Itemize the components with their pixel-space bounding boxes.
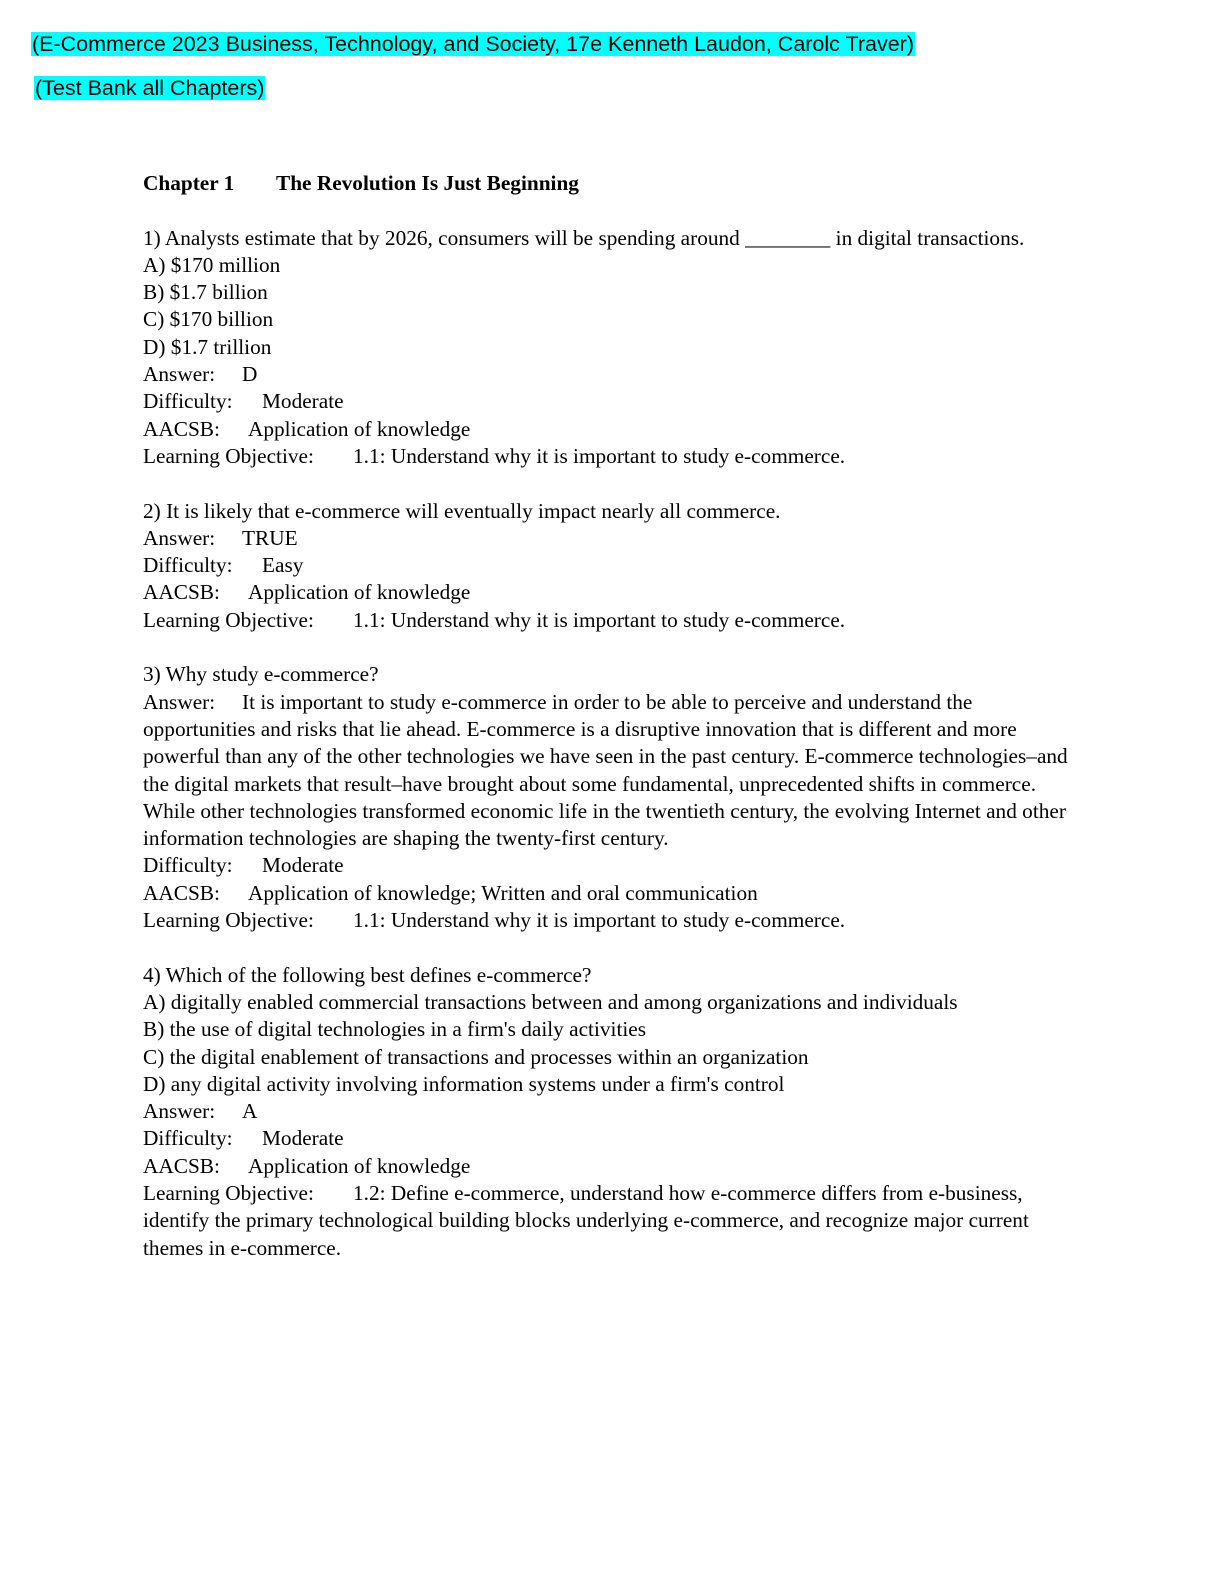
- learning-objective-row: [143, 607, 1083, 634]
- difficulty-label: Difficulty:: [143, 853, 233, 878]
- answer-row: [143, 1098, 1083, 1125]
- option-c: C) the digital enablement of transactions and processes within an organization: [143, 1044, 809, 1069]
- answer-value: It is important to study e-commerce in order to be able to perceive and understand the opportunities and risks that lie ahead. E-commerce is a disruptive innovation that is different and more powerful than any of the other technologies we have seen in the past century. E-commerce technologies–and the digital markets that result–have brought about some fundamental, unprecedented shifts in commerce. While other technologies transformed economic life in the twentieth century, the evolving Internet and other information technologies are shaping the twenty-first century.: [143, 689, 1068, 851]
- aacsb-value: Application of knowledge: [248, 416, 471, 441]
- difficulty-row: [143, 1125, 1083, 1152]
- chapter-heading: [143, 170, 1083, 197]
- question-stem: 2) It is likely that e-commerce will eventually impact nearly all commerce.: [143, 498, 781, 523]
- option-b: B) the use of digital technologies in a firm's daily activities: [143, 1017, 647, 1042]
- learning-objective-value: 1.1: Understand why it is important to study e-commerce.: [353, 607, 846, 632]
- option-b: B) $1.7 billion: [143, 280, 268, 305]
- aacsb-label: AACSB:: [143, 880, 220, 905]
- learning-objective-row: [143, 1180, 1083, 1262]
- learning-objective-value: 1.1: Understand why it is important to study e-commerce.: [353, 443, 846, 468]
- answer-value: TRUE: [242, 525, 298, 550]
- document-header-subtitle: [34, 74, 265, 102]
- difficulty-value: Easy: [262, 553, 304, 578]
- header-subtitle-text: (Test Bank all Chapters): [35, 76, 265, 100]
- learning-objective-value: 1.2: Define e-commerce, understand how e-commerce differs from e-business, identify the primary technological building blocks underlying e-commerce, and recognize major current themes in e-commerce.: [143, 1180, 1029, 1260]
- aacsb-label: AACSB:: [143, 416, 220, 441]
- option-a: A) $170 million: [143, 252, 281, 277]
- aacsb-row: [143, 880, 1083, 907]
- learning-objective-row: [143, 907, 1083, 934]
- aacsb-label: AACSB:: [143, 1153, 220, 1178]
- aacsb-row: [143, 579, 1083, 606]
- aacsb-label: AACSB:: [143, 580, 220, 605]
- answer-label: Answer:: [143, 525, 216, 550]
- option-a: A) digitally enabled commercial transactions between and among organizations and individuals: [143, 989, 958, 1014]
- question-4: [143, 962, 1083, 1262]
- difficulty-row: [143, 852, 1083, 879]
- page-content: [143, 170, 1083, 1289]
- answer-value: D: [242, 362, 258, 387]
- option-d: D) any digital activity involving information systems under a firm's control: [143, 1071, 785, 1096]
- difficulty-value: Moderate: [262, 389, 344, 414]
- difficulty-label: Difficulty:: [143, 1126, 233, 1151]
- chapter-title: The Revolution Is Just Beginning: [276, 171, 579, 195]
- answer-label: Answer:: [143, 689, 216, 714]
- question-stem: 3) Why study e-commerce?: [143, 662, 379, 687]
- answer-label: Answer:: [143, 362, 216, 387]
- aacsb-value: Application of knowledge; Written and oral communication: [248, 880, 758, 905]
- option-c: C) $170 billion: [143, 307, 274, 332]
- question-stem: 1) Analysts estimate that by 2026, consumers will be spending around ________ in digital transactions.: [143, 225, 1025, 250]
- learning-objective-value: 1.1: Understand why it is important to study e-commerce.: [353, 908, 846, 933]
- difficulty-value: Moderate: [262, 853, 344, 878]
- option-d: D) $1.7 trillion: [143, 334, 272, 359]
- answer-row: [143, 525, 1083, 552]
- answer-value: A: [242, 1099, 258, 1124]
- chapter-number: Chapter 1: [143, 171, 235, 195]
- learning-objective-label: Learning Objective:: [143, 1180, 314, 1205]
- aacsb-value: Application of knowledge: [248, 1153, 471, 1178]
- question-2: [143, 498, 1083, 634]
- difficulty-value: Moderate: [262, 1126, 344, 1151]
- answer-row: [143, 689, 1083, 853]
- header-title-text: (E-Commerce 2023 Business, Technology, and Society, 17e Kenneth Laudon, Carolc Traver): [32, 32, 914, 56]
- aacsb-row: [143, 1153, 1083, 1180]
- learning-objective-label: Learning Objective:: [143, 908, 314, 933]
- answer-label: Answer:: [143, 1099, 216, 1124]
- question-stem: 4) Which of the following best defines e-commerce?: [143, 962, 592, 987]
- difficulty-row: [143, 388, 1083, 415]
- difficulty-row: [143, 552, 1083, 579]
- answer-row: [143, 361, 1083, 388]
- aacsb-row: [143, 416, 1083, 443]
- learning-objective-label: Learning Objective:: [143, 607, 314, 632]
- learning-objective-row: [143, 443, 1083, 470]
- learning-objective-label: Learning Objective:: [143, 443, 314, 468]
- difficulty-label: Difficulty:: [143, 389, 233, 414]
- document-header-title: [31, 30, 915, 58]
- question-3: [143, 661, 1083, 934]
- difficulty-label: Difficulty:: [143, 553, 233, 578]
- question-1: [143, 225, 1083, 471]
- aacsb-value: Application of knowledge: [248, 580, 471, 605]
